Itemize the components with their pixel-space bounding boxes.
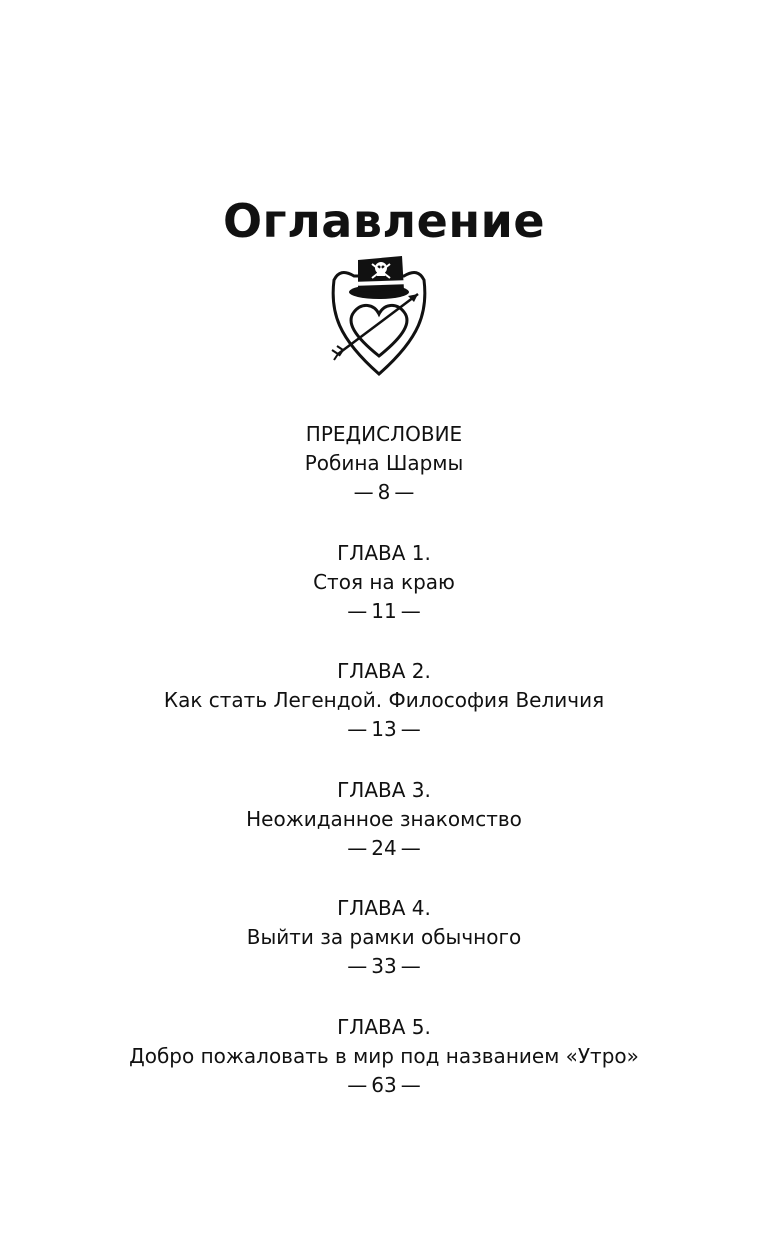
toc-entry-title: Робина Шармы [304, 451, 464, 475]
toc-entry-title: Стоя на краю [313, 569, 455, 594]
toc-entry-chapter-1[interactable] [0, 539, 768, 658]
toc-entry-title: Добро пожаловать в мир под названием «Утро» [129, 1043, 639, 1068]
page-title: Оглавление [222, 193, 546, 248]
table-of-contents [0, 420, 768, 1131]
heart-shield-top-hat-skull-icon [324, 250, 434, 380]
toc-entry-title: Выйти за рамки обычного [246, 925, 522, 949]
toc-entry-chapter-5[interactable] [0, 1013, 768, 1132]
toc-entry-label: ГЛАВА 3. [337, 777, 431, 802]
toc-entry-page-number: — 24 — [0, 834, 768, 863]
toc-entry-label: ГЛАВА 2. [337, 659, 431, 683]
toc-entry-chapter-2[interactable] [0, 657, 768, 776]
toc-entry-title: Неожиданное знакомство [246, 806, 522, 831]
toc-entry-page-number: — 63 — [0, 1071, 768, 1100]
toc-entry-page-number: — 11 — [0, 597, 768, 626]
toc-entry-label: ПРЕДИСЛОВИЕ [305, 422, 463, 446]
toc-entry-preface[interactable] [0, 420, 768, 539]
toc-entry-page-number: — 33 — [0, 952, 768, 981]
toc-entry-page-number: — 13 — [0, 715, 768, 744]
toc-entry-title: Как стать Легендой. Философия Величия [163, 688, 605, 712]
toc-entry-label: ГЛАВА 4. [337, 896, 431, 920]
toc-entry-label: ГЛАВА 5. [337, 1014, 431, 1039]
toc-entry-page-number: — 8 — [0, 478, 768, 507]
toc-entry-chapter-3[interactable] [0, 776, 768, 895]
toc-entry-label: ГЛАВА 1. [337, 540, 431, 565]
toc-entry-chapter-4[interactable] [0, 894, 768, 1013]
